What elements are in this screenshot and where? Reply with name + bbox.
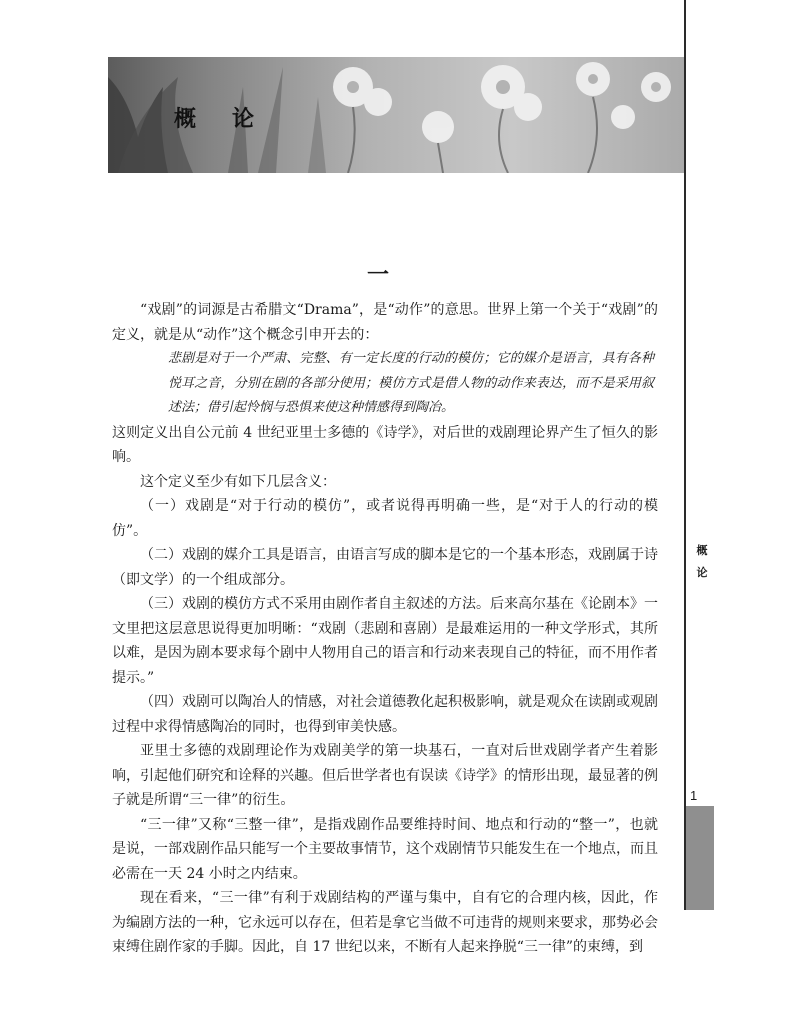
margin-label-char: 论 xyxy=(696,566,708,579)
paragraph: “戏剧”的词源是古希腊文“Drama”，是“动作”的意思。世界上第一个关于“戏剧”的定义，就是从“动作”这个概念引申开去的： xyxy=(112,302,658,343)
page-number: 1 xyxy=(690,788,698,803)
paragraph: 这则定义出自公元前 4 世纪亚里士多德的《诗学》，对后世的戏剧理论界产生了恒久的影响。 xyxy=(112,424,658,465)
margin-label-char: 概 xyxy=(696,544,708,557)
paragraph: （二）戏剧的媒介工具是语言，由语言写成的脚本是它的一个基本形态，戏剧属于诗（即文学）的一个组成部分。 xyxy=(112,547,658,588)
body-text xyxy=(112,298,658,960)
paragraph: 现在看来，“三一律”有利于戏剧结构的严谨与集中，自有它的合理内核，因此，作为编剧方法的一种，它永远可以存在，但若是拿它当做不可违背的规则来要求，那势必会束缚住剧作家的手脚。因此，自 17 世纪以来，不断有人起来挣脱“三一律”的束缚，到 xyxy=(112,890,658,955)
paragraph: 亚里士多德的戏剧理论作为戏剧美学的第一块基石，一直对后世戏剧学者产生着影响，引起他们研究和诠释的兴趣。但后世学者也有误读《诗学》的情形出现，最显著的例子就是所谓“三一律”的衍生。 xyxy=(112,743,658,808)
margin-divider xyxy=(684,0,686,910)
section-number: 一 xyxy=(367,262,390,288)
paragraph: 这个定义至少有如下几层含义： xyxy=(140,473,336,490)
paragraph: （四）戏剧可以陶冶人的情感，对社会道德教化起积极影响，就是观众在读剧或观剧过程中求得情感陶冶的同时，也得到审美快感。 xyxy=(112,694,658,735)
paragraph: “三一律”又称“三整一律”，是指戏剧作品要维持时间、地点和行动的“整一”，也就是说，一部戏剧作品只能写一个主要故事情节，这个戏剧情节只能发生在一个地点，而且必需在一天 24 小时之内结束。 xyxy=(112,816,658,882)
paragraph: （三）戏剧的模仿方式不采用由剧作者自主叙述的方法。后来高尔基在《论剧本》一文里把这层意思说得更加明晰：“戏剧（悲剧和喜剧）是最难运用的一种文学形式，其所以难，是因为剧本要求每个剧中人物用自己的语言和行动来表现自己的特征，而不用作者提示。” xyxy=(112,596,658,686)
block-quote: 悲剧是对于一个严肃、完整、有一定长度的行动的模仿；它的媒介是语言，具有各种悦耳之音，分别在剧的各部分使用；模仿方式是借人物的动作来表达，而不是采用叙述法；借引起怜悯与恐惧来使这种情感得到陶冶。 xyxy=(168,351,654,415)
margin-tab xyxy=(686,806,714,910)
paragraph: （一）戏剧是“对于行动的模仿”，或者说得再明确一些，是“对于人的行动的模仿”。 xyxy=(112,498,658,539)
chapter-title: 概论 xyxy=(174,107,291,132)
margin-chapter-label xyxy=(692,540,712,584)
